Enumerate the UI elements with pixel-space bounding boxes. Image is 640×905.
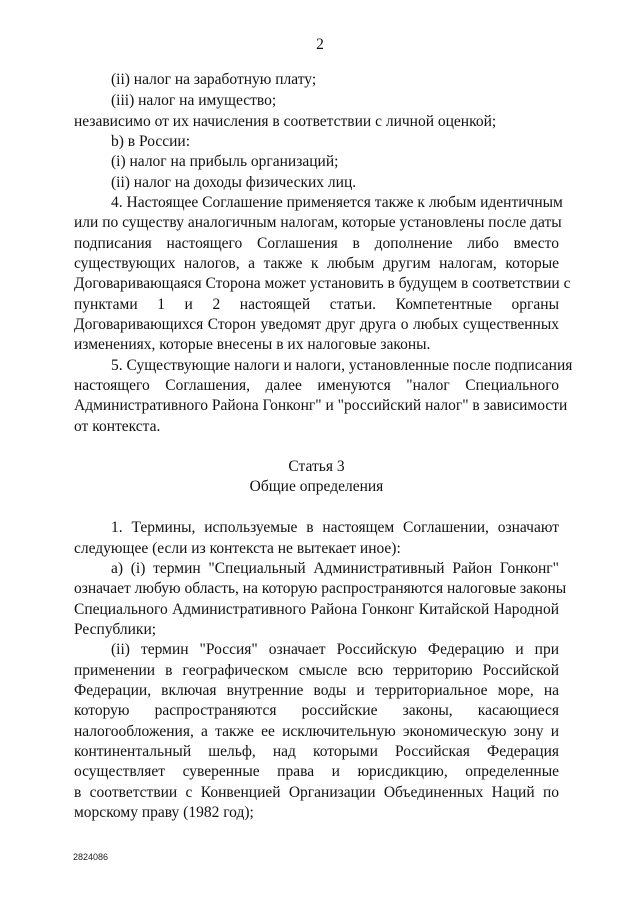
text-line: (i) налог на прибыль организаций; bbox=[111, 153, 339, 170]
text-line: Договаривающаяся Сторона может установить в будущем в соответствии с bbox=[74, 275, 571, 292]
text-line: Специального Административного Района Гонконг Китайской Народной bbox=[74, 601, 559, 618]
text-line: следующее (если из контекста не вытекает иное): bbox=[74, 540, 401, 557]
text-line: Республики; bbox=[74, 621, 157, 638]
text-line: b) в России: bbox=[111, 133, 191, 150]
text-line: настоящего Соглашения, далее именуются "налог Специального bbox=[74, 377, 559, 394]
text-line: (ii) термин "Россия" означает Российскую Федерацию и при bbox=[111, 641, 559, 658]
text-line: (ii) налог на заработную плату; bbox=[111, 71, 317, 88]
text-line: подписания настоящего Соглашения в дополнение либо вместо bbox=[74, 235, 559, 252]
text-line: Административного Района Гонконг" и "российский налог" в зависимости bbox=[74, 397, 568, 414]
document-code: 2824086 bbox=[73, 852, 109, 862]
text-line: независимо от их начисления в соответствии с личной оценкой; bbox=[74, 113, 497, 130]
text-line: пунктами 1 и 2 настоящей статьи. Компетентные органы bbox=[74, 296, 559, 313]
text-line: а) (i) термин "Специальный Административный Район Гонконг" bbox=[111, 560, 559, 577]
text-line: осуществляет суверенные права и юрисдикцию, определенные bbox=[74, 763, 559, 780]
text-line: Договаривающихся Сторон уведомят друг друга о любых существенных bbox=[74, 316, 559, 333]
text-line: налогообложения, а также ее исключительную экономическую зону и bbox=[74, 723, 559, 740]
article-title: Общие определения bbox=[249, 478, 384, 495]
text-line: от контекста. bbox=[74, 418, 161, 435]
text-line: (ii) налог на доходы физических лиц. bbox=[111, 174, 357, 191]
text-line: существующих налогов, а также к любым другим налогам, которые bbox=[74, 255, 559, 272]
text-line: или по существу аналогичным налогам, которые установлены после даты bbox=[74, 214, 562, 231]
text-line: континентальный шельф, над которыми Российская Федерация bbox=[74, 743, 559, 760]
text-line: изменениях, которые внесены в их налоговые законы. bbox=[74, 336, 431, 353]
text-line: Федерации, включая внутренние воды и территориальное море, на bbox=[74, 682, 559, 699]
page-number: 2 bbox=[316, 36, 324, 53]
text-line: означает любую область, на которую распространяются налоговые законы bbox=[74, 580, 567, 597]
text-line: 5. Существующие налоги и налоги, установленные после подписания bbox=[111, 357, 573, 374]
article-heading: Статья 3 bbox=[288, 458, 345, 475]
text-line: 4. Настоящее Соглашение применяется также к любым идентичным bbox=[111, 194, 563, 211]
text-line: морскому праву (1982 год); bbox=[74, 804, 254, 821]
text-line: в соответствии с Конвенцией Организации Объединенных Наций по bbox=[74, 784, 559, 801]
text-line: которую распространяются российские законы, касающиеся bbox=[74, 702, 559, 719]
text-line: (iii) налог на имущество; bbox=[111, 92, 277, 109]
text-line: 1. Термины, используемые в настоящем Соглашении, означают bbox=[111, 519, 559, 536]
text-line: применении в географическом смысле всю территорию Российской bbox=[74, 662, 559, 679]
